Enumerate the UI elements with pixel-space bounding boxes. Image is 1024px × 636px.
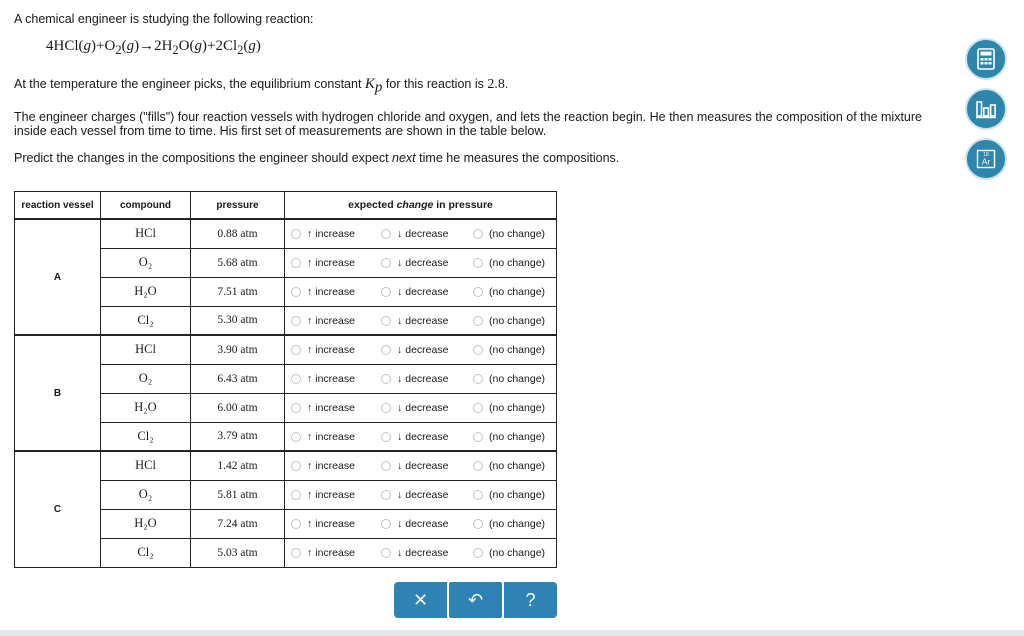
reaction-equation: $4HCl(g)+O_2(g)\to 2H_2O(g)+2Cl_2(g)$ <box>46 38 261 57</box>
option-decrease[interactable] <box>381 518 448 530</box>
pressure-cell: 0.88 atm <box>191 219 285 248</box>
radio-no-change[interactable] <box>473 432 483 442</box>
option-decrease[interactable] <box>381 257 448 269</box>
option-label: increase <box>315 228 355 240</box>
predict-text: Predict the changes in the compositions the engineer should expect next time he measures the compositions. <box>14 151 620 165</box>
radio-decrease[interactable] <box>381 432 391 442</box>
pressure-cell: 5.81 atm <box>191 480 285 509</box>
arrow-down-icon: ↓ <box>397 285 403 298</box>
vessel-label: A <box>15 219 101 335</box>
pressure-cell: 5.68 atm <box>191 248 285 277</box>
option-label: increase <box>315 546 355 559</box>
compound-cell: HCl <box>101 335 191 364</box>
radio-no-change[interactable] <box>473 548 483 558</box>
radio-increase[interactable] <box>291 519 301 529</box>
arrow-down-icon: ↓ <box>397 344 403 356</box>
help-button[interactable] <box>504 582 557 618</box>
arrow-up-icon: ↑ <box>307 460 313 472</box>
option-increase[interactable] <box>291 402 355 414</box>
arrow-up-icon: ↑ <box>307 314 313 327</box>
option-increase[interactable] <box>291 315 355 327</box>
radio-no-change[interactable] <box>473 316 483 326</box>
svg-text:Ar: Ar <box>981 156 991 167</box>
radio-increase[interactable] <box>291 287 301 297</box>
option-decrease[interactable] <box>381 489 448 501</box>
radio-increase[interactable] <box>291 374 301 384</box>
arrow-down-icon: ↓ <box>397 228 403 240</box>
option-label: (no change) <box>489 228 546 240</box>
arrow-down-icon: ↓ <box>397 401 403 414</box>
arrow-up-icon: ↑ <box>307 488 313 501</box>
option-no-change[interactable] <box>473 228 545 240</box>
pressure-cell: 1.42 atm <box>191 451 285 480</box>
arrow-down-icon: ↓ <box>397 460 403 472</box>
option-no-change[interactable] <box>473 373 545 385</box>
option-increase[interactable] <box>291 518 355 530</box>
radio-increase[interactable] <box>291 432 301 442</box>
radio-increase[interactable] <box>291 345 301 355</box>
option-label: (no change) <box>489 401 546 414</box>
table-body <box>15 219 557 567</box>
compound-cell: H₂O <box>101 277 191 306</box>
header-pressure: pressure <box>191 192 285 220</box>
option-label: decrease <box>405 488 449 501</box>
option-label: (no change) <box>489 314 546 327</box>
option-increase[interactable] <box>291 228 355 240</box>
option-label: decrease <box>405 517 449 530</box>
radio-decrease[interactable] <box>381 345 391 355</box>
option-label: (no change) <box>489 460 546 472</box>
radio-decrease[interactable] <box>381 316 391 326</box>
option-label: (no change) <box>489 344 546 356</box>
radio-decrease[interactable] <box>381 374 391 384</box>
option-decrease[interactable] <box>381 547 448 559</box>
option-no-change[interactable] <box>473 518 545 530</box>
arrow-up-icon: ↑ <box>307 401 313 414</box>
table-row <box>15 451 557 480</box>
radio-decrease[interactable] <box>381 403 391 413</box>
option-no-change[interactable] <box>473 402 545 414</box>
calculator-button[interactable] <box>965 38 1007 80</box>
option-label: decrease <box>405 430 449 443</box>
radio-no-change[interactable] <box>473 461 483 471</box>
arrow-up-icon: ↑ <box>307 430 313 443</box>
pressure-cell: 7.24 atm <box>191 509 285 538</box>
radio-increase[interactable] <box>291 403 301 413</box>
radio-increase[interactable] <box>291 316 301 326</box>
option-label: increase <box>315 256 355 269</box>
compound-cell: O₂ <box>101 248 191 277</box>
option-label: (no change) <box>489 546 546 559</box>
option-label: increase <box>315 372 355 385</box>
measurements-table <box>14 191 557 568</box>
change-options-cell <box>285 422 557 451</box>
vessel-label: B <box>15 335 101 451</box>
option-label: increase <box>315 517 355 530</box>
radio-decrease[interactable] <box>381 490 391 500</box>
bar-chart-icon <box>975 99 997 119</box>
data-chart-button[interactable] <box>965 88 1007 130</box>
change-options-cell <box>285 277 557 306</box>
option-label: (no change) <box>489 488 546 501</box>
help-icon: ? <box>525 589 536 610</box>
arrow-up-icon: ↑ <box>307 285 313 298</box>
pressure-cell: 5.30 atm <box>191 306 285 335</box>
arrow-up-icon: ↑ <box>307 546 313 559</box>
option-label: decrease <box>405 314 449 327</box>
option-label: decrease <box>405 285 449 298</box>
option-increase[interactable] <box>291 344 355 356</box>
change-options-cell <box>285 451 557 480</box>
change-options-cell <box>285 393 557 422</box>
option-no-change[interactable] <box>473 547 545 559</box>
radio-decrease[interactable] <box>381 548 391 558</box>
vessel-label: C <box>15 451 101 567</box>
option-label: decrease <box>405 256 449 269</box>
radio-increase[interactable] <box>291 461 301 471</box>
compound-cell: O₂ <box>101 364 191 393</box>
header-expected-change: expected change in pressure <box>285 192 557 220</box>
arrow-down-icon: ↓ <box>397 372 403 385</box>
option-label: increase <box>315 460 355 472</box>
change-options-cell <box>285 480 557 509</box>
option-label: increase <box>315 401 355 414</box>
option-no-change[interactable] <box>473 257 545 269</box>
table-row <box>15 219 557 248</box>
option-label: (no change) <box>489 517 546 530</box>
option-label: increase <box>315 430 355 443</box>
pressure-cell: 3.79 atm <box>191 422 285 451</box>
option-decrease[interactable] <box>381 373 448 385</box>
option-increase[interactable] <box>291 460 355 472</box>
option-decrease[interactable] <box>381 286 448 298</box>
option-label: increase <box>315 488 355 501</box>
option-decrease[interactable] <box>381 402 448 414</box>
periodic-table-button[interactable] <box>965 138 1007 180</box>
option-no-change[interactable] <box>473 460 545 472</box>
change-options-cell <box>285 248 557 277</box>
radio-increase[interactable] <box>291 229 301 239</box>
radio-decrease[interactable] <box>381 461 391 471</box>
option-label: decrease <box>405 460 449 472</box>
clear-button[interactable] <box>394 582 447 618</box>
svg-text:18: 18 <box>983 152 989 158</box>
calculator-icon <box>976 48 996 70</box>
arrow-down-icon: ↓ <box>397 256 403 269</box>
option-label: (no change) <box>489 285 546 298</box>
radio-no-change[interactable] <box>473 374 483 384</box>
arrow-up-icon: ↑ <box>307 372 313 385</box>
compound-cell: HCl <box>101 451 191 480</box>
arrow-down-icon: ↓ <box>397 488 403 501</box>
compound-cell: O₂ <box>101 480 191 509</box>
compound-cell: H₂O <box>101 393 191 422</box>
option-label: decrease <box>405 401 449 414</box>
compound-cell: Cl₂ <box>101 306 191 335</box>
option-label: (no change) <box>489 256 546 269</box>
compound-cell: Cl₂ <box>101 538 191 567</box>
change-options-cell <box>285 219 557 248</box>
option-label: (no change) <box>489 372 546 385</box>
arrow-down-icon: ↓ <box>397 517 403 530</box>
pressure-cell: 6.00 atm <box>191 393 285 422</box>
radio-decrease[interactable] <box>381 258 391 268</box>
option-label: increase <box>315 314 355 327</box>
header-compound: compound <box>101 192 191 220</box>
change-options-cell <box>285 509 557 538</box>
intro-text: A chemical engineer is studying the following reaction: <box>14 12 314 26</box>
arrow-down-icon: ↓ <box>397 430 403 443</box>
option-increase[interactable] <box>291 489 355 501</box>
option-decrease[interactable] <box>381 344 448 356</box>
radio-no-change[interactable] <box>473 258 483 268</box>
action-buttons <box>394 582 557 618</box>
radio-no-change[interactable] <box>473 490 483 500</box>
radio-increase[interactable] <box>291 258 301 268</box>
option-decrease[interactable] <box>381 228 448 240</box>
option-label: decrease <box>405 546 449 559</box>
radio-decrease[interactable] <box>381 287 391 297</box>
fills-text: The engineer charges ("fills") four reaction vessels with hydrogen chloride and oxygen, and lets the reaction begin. He then measures the composition of the mixture inside each vessel from time to time. His first set of measurements are shown in the table below. <box>14 110 922 138</box>
option-increase[interactable] <box>291 373 355 385</box>
option-no-change[interactable] <box>473 344 545 356</box>
arrow-up-icon: ↑ <box>307 256 313 269</box>
pressure-cell: 5.03 atm <box>191 538 285 567</box>
arrow-down-icon: ↓ <box>397 546 403 559</box>
option-increase[interactable] <box>291 257 355 269</box>
change-options-cell <box>285 364 557 393</box>
radio-no-change[interactable] <box>473 403 483 413</box>
pressure-cell: 7.51 atm <box>191 277 285 306</box>
radio-increase[interactable] <box>291 548 301 558</box>
arrow-up-icon: ↑ <box>307 344 313 356</box>
option-decrease[interactable] <box>381 315 448 327</box>
compound-cell: Cl₂ <box>101 422 191 451</box>
option-label: decrease <box>405 372 449 385</box>
pressure-cell: 3.90 atm <box>191 335 285 364</box>
radio-no-change[interactable] <box>473 519 483 529</box>
footer-bar <box>0 630 1024 636</box>
header-reaction-vessel: reaction vessel <box>15 192 101 220</box>
option-decrease[interactable] <box>381 431 448 443</box>
option-no-change[interactable] <box>473 286 545 298</box>
radio-increase[interactable] <box>291 490 301 500</box>
option-label: increase <box>315 285 355 298</box>
undo-button[interactable] <box>449 582 502 618</box>
arrow-down-icon: ↓ <box>397 314 403 327</box>
option-label: (no change) <box>489 430 546 443</box>
radio-no-change[interactable] <box>473 287 483 297</box>
undo-icon: ↶ <box>467 589 484 610</box>
arrow-up-icon: ↑ <box>307 228 313 240</box>
option-increase[interactable] <box>291 286 355 298</box>
equilibrium-constant-text: At the temperature the engineer picks, the equilibrium constant $K_p$ for this reaction is 2.8. <box>14 76 509 96</box>
option-no-change[interactable] <box>473 315 545 327</box>
change-options-cell <box>285 538 557 567</box>
change-options-cell <box>285 335 557 364</box>
radio-decrease[interactable] <box>381 229 391 239</box>
radio-no-change[interactable] <box>473 345 483 355</box>
change-options-cell <box>285 306 557 335</box>
option-increase[interactable] <box>291 547 355 559</box>
option-label: decrease <box>405 344 449 356</box>
periodic-table-icon <box>976 149 996 169</box>
arrow-up-icon: ↑ <box>307 517 313 530</box>
close-icon: ✕ <box>412 589 429 610</box>
compound-cell: HCl <box>101 219 191 248</box>
pressure-cell: 6.43 atm <box>191 364 285 393</box>
option-decrease[interactable] <box>381 460 448 472</box>
radio-no-change[interactable] <box>473 229 483 239</box>
table-row <box>15 335 557 364</box>
option-no-change[interactable] <box>473 431 545 443</box>
option-label: decrease <box>405 228 449 240</box>
option-increase[interactable] <box>291 431 355 443</box>
radio-decrease[interactable] <box>381 519 391 529</box>
option-no-change[interactable] <box>473 489 545 501</box>
compound-cell: H₂O <box>101 509 191 538</box>
option-label: increase <box>315 344 355 356</box>
